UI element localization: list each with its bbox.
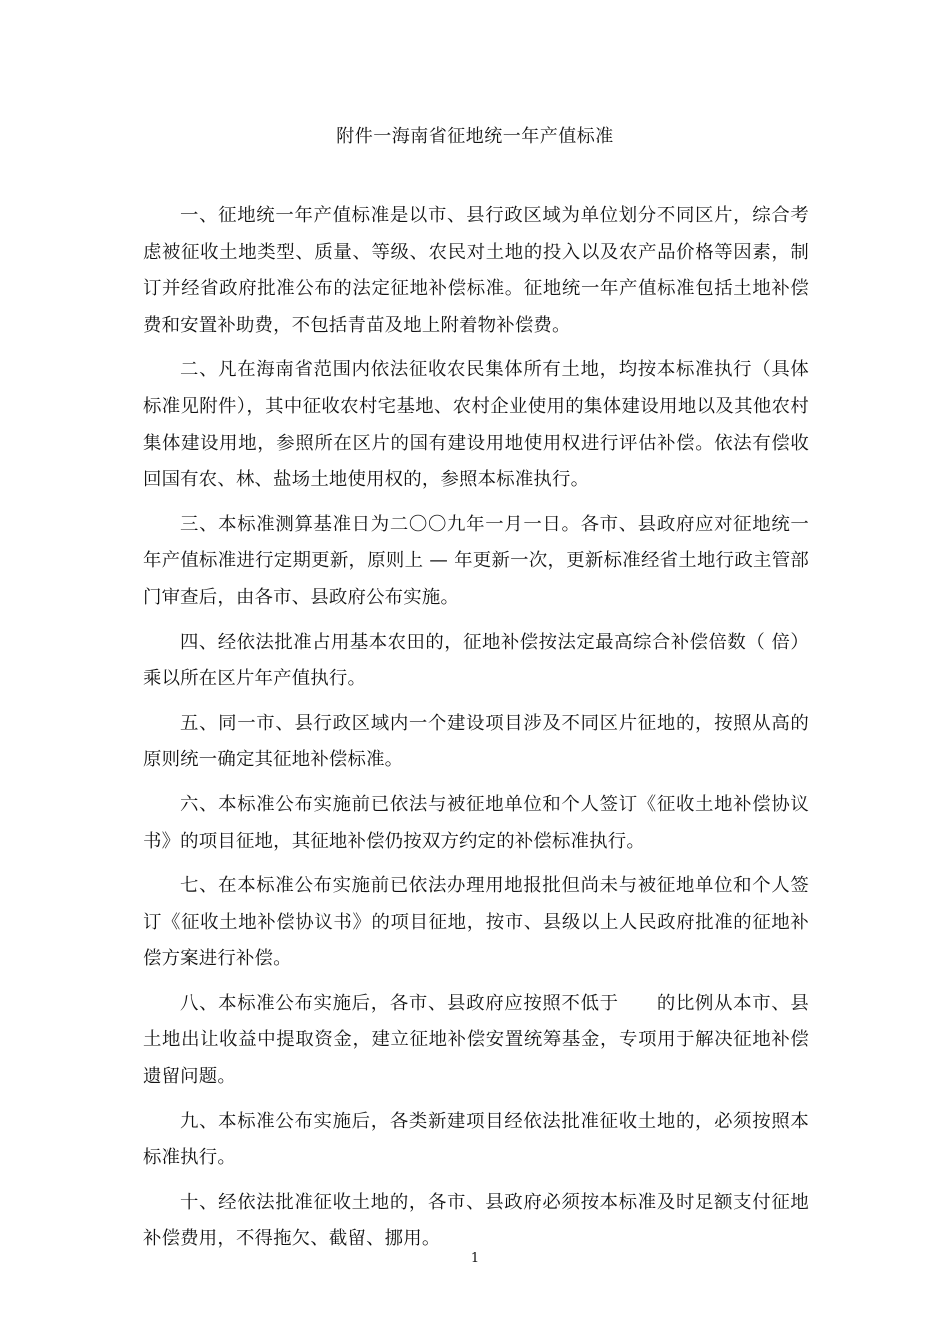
- paragraph-10: 十、经依法批准征收土地的，各市、县政府必须按本标准及时足额支付征地补偿费用，不得拖欠、截留、挪用。: [143, 1191, 809, 1250]
- paragraph-6: 六、本标准公布实施前已依法与被征地单位和个人签订《征收土地补偿协议书》的项目征地，其征地补偿仍按双方约定的补偿标准执行。: [143, 793, 809, 852]
- document-title: 附件一海南省征地统一年产值标准: [336, 126, 614, 147]
- paragraph-4: 四、经依法批准占用基本农田的，征地补偿按法定最高综合补偿倍数（ 倍）乘以所在区片年产值执行。: [143, 631, 809, 690]
- paragraph-5: 五、同一市、县行政区域内一个建设项目涉及不同区片征地的，按照从高的原则统一确定其征地补偿标准。: [143, 712, 809, 771]
- paragraph-9: 九、本标准公布实施后，各类新建项目经依法批准征收土地的，必须按照本标准执行。: [143, 1110, 809, 1169]
- paragraph-7: 七、在本标准公布实施前已依法办理用地报批但尚未与被征地单位和个人签订《征收土地补偿协议书》的项目征地，按市、县级以上人民政府批准的征地补偿方案进行补偿。: [143, 875, 809, 970]
- document-body: [143, 198, 809, 1266]
- page-number: 1: [470, 1251, 480, 1266]
- paragraph-2: 二、凡在海南省范围内依法征收农民集体所有土地，均按本标准执行（具体标准见附件），其中征收农村宅基地、农村企业使用的集体建设用地以及其他农村集体建设用地，参照所在区片的国有建设用地使用权进行评估补偿。依法有偿收回国有农、林、盐场土地使用权的，参照本标准执行。: [143, 359, 809, 491]
- paragraph-8: 八、本标准公布实施后，各市、县政府应按照不低于 的比例从本市、县土地出让收益中提取资金，建立征地补偿安置统筹基金，专项用于解决征地补偿遗留问题。: [143, 992, 809, 1088]
- paragraph-3: 三、本标准测算基准日为二〇〇九年一月一日。各市、县政府应对征地统一年产值标准进行定期更新，原则上 — 年更新一次，更新标准经省土地行政主管部门审查后，由各市、县政府公布实施。: [143, 513, 809, 608]
- paragraph-1: 一、征地统一年产值标准是以市、县行政区域为单位划分不同区片，综合考虑被征收土地类型、质量、等级、农民对土地的投入以及农产品价格等因素，制订并经省政府批准公布的法定征地补偿标准。征地统一年产值标准包括土地补偿费和安置补助费，不包括青苗及地上附着物补偿费。: [143, 205, 809, 336]
